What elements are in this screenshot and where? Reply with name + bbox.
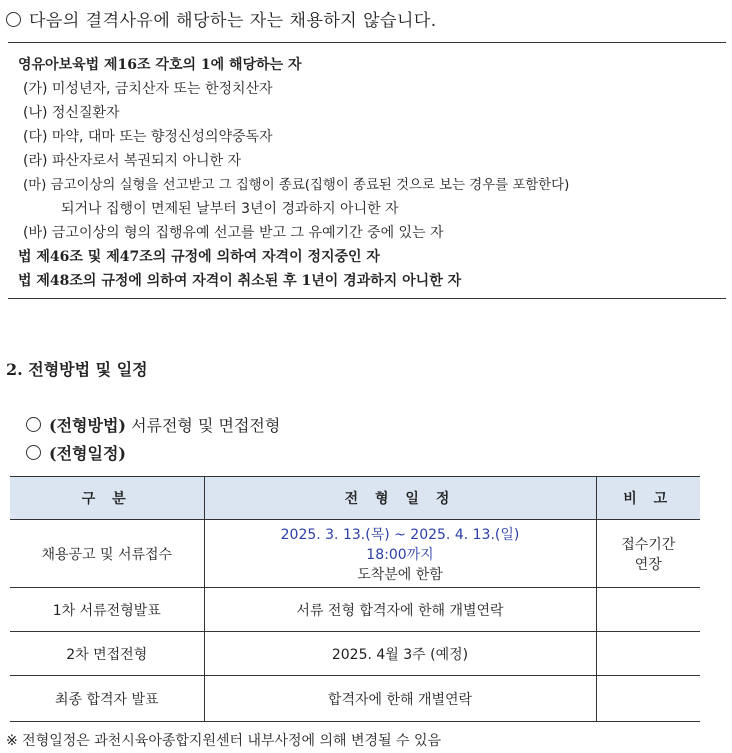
schedule-table <box>10 476 700 722</box>
cell-note <box>596 588 700 632</box>
header-note: 비 고 <box>596 477 700 520</box>
cell-category: 최종 합격자 발표 <box>10 676 204 722</box>
table-header-row <box>10 477 700 520</box>
list-item: (라) 파산자로서 복권되지 아니한 자 <box>23 153 242 169</box>
schedule-line: (전형일정) <box>26 441 126 464</box>
cell-schedule: 2025. 4월 3주 (예정) <box>204 632 596 676</box>
cell-note: 접수기간 연장 <box>596 520 700 588</box>
table-row <box>10 520 700 588</box>
cell-note <box>596 676 700 722</box>
circle-bullet-icon <box>6 12 21 27</box>
cell-schedule <box>204 520 596 588</box>
law-clause-2: 법 제48조의 규정에 의하여 자격이 취소된 후 1년이 경과하지 아니한 자 <box>18 273 462 289</box>
cell-schedule: 합격자에 한해 개별연락 <box>204 676 596 722</box>
table-row <box>10 632 700 676</box>
disqualification-title: 영유아보육법 제16조 각호의 1에 해당하는 자 <box>18 57 302 73</box>
header-schedule: 전 형 일 정 <box>204 477 596 520</box>
list-item: (마) 금고이상의 실형을 선고받고 그 집행이 종료(집행이 종료된 것으로 보는 경우를 포함한다) <box>23 178 570 193</box>
schedule-condition: 도착분에 한함 <box>357 566 443 583</box>
list-item: (다) 마약, 대마 또는 향정신성의약중독자 <box>23 129 273 145</box>
list-item-continuation: 되거나 집행이 면제된 날부터 3년이 경과하지 아니한 자 <box>61 201 399 217</box>
circle-bullet-icon <box>26 445 41 460</box>
table-row <box>10 676 700 722</box>
cell-note <box>596 632 700 676</box>
cell-schedule: 서류 전형 합격자에 한해 개별연락 <box>204 588 596 632</box>
law-clause-1: 법 제46조 및 제47조의 규정에 의하여 자격이 정지중인 자 <box>18 249 380 265</box>
footnote: ※ 전형일정은 과천시육아종합지원센터 내부사정에 의해 변경될 수 있음 <box>6 733 442 749</box>
list-item: (가) 미성년자, 금치산자 또는 한정치산자 <box>23 81 273 97</box>
box-top-rule <box>8 42 726 43</box>
section-title: 2. 전형방법 및 일정 <box>6 360 148 379</box>
intro-heading: 다음의 결격사유에 해당하는 자는 채용하지 않습니다. <box>6 6 437 31</box>
schedule-deadline: 18:00까지 <box>366 546 434 563</box>
list-item: (바) 금고이상의 형의 집행유예 선고를 받고 그 유예기간 중에 있는 자 <box>23 225 444 241</box>
cell-category: 2차 면접전형 <box>10 632 204 676</box>
box-bottom-rule <box>8 298 726 299</box>
circle-bullet-icon <box>26 417 41 432</box>
cell-category: 채용공고 및 서류접수 <box>10 520 204 588</box>
table-row <box>10 588 700 632</box>
schedule-date-range: 2025. 3. 13.(목) ~ 2025. 4. 13.(일) <box>280 526 520 543</box>
cell-category: 1차 서류전형발표 <box>10 588 204 632</box>
list-item: (나) 정신질환자 <box>23 105 120 121</box>
header-category: 구 분 <box>10 477 204 520</box>
method-line: (전형방법) 서류전형 및 면접전형 <box>26 413 280 436</box>
